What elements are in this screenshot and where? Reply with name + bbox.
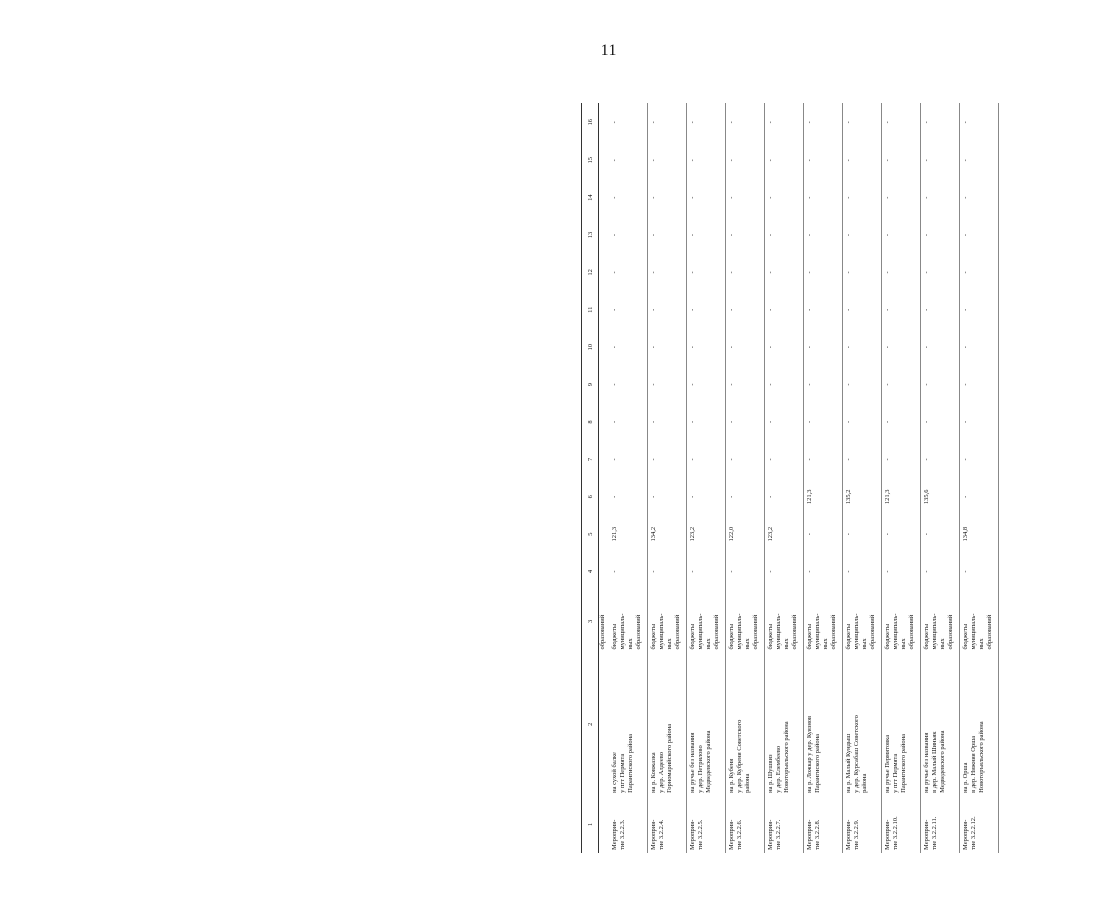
- cell-description: на р. Малый Кундыш у дер. Курсабаш Советского района: [843, 653, 882, 796]
- table-row: [921, 103, 960, 853]
- cell-value: -: [648, 403, 687, 440]
- cell-value: 122,0: [726, 515, 765, 552]
- cell-value: -: [882, 216, 921, 253]
- cell-value: -: [648, 328, 687, 365]
- cell-value: -: [804, 179, 843, 216]
- cell-value: -: [609, 103, 648, 142]
- cell-value: -: [804, 403, 843, 440]
- cell-value: -: [726, 403, 765, 440]
- cell-value: -: [609, 179, 648, 216]
- cell-value: -: [687, 441, 726, 478]
- rotated-table-container: [581, 103, 1109, 853]
- cell-value: -: [765, 441, 804, 478]
- table-row: [843, 103, 882, 853]
- cell-value: -: [804, 515, 843, 552]
- cell-value: -: [726, 291, 765, 328]
- cell-value: -: [609, 291, 648, 328]
- cell-source: бюджеты муниципаль- ных образований: [804, 590, 843, 652]
- cell-value: -: [687, 216, 726, 253]
- column-header: 6: [582, 478, 599, 515]
- cell-value: -: [921, 291, 960, 328]
- cell-description: на ручье Пермятовка у пгт Пермята Парангиского района: [882, 653, 921, 796]
- cell-value: 123,2: [765, 515, 804, 552]
- column-header: 5: [582, 515, 599, 552]
- cell-measure-id: Мероприя- тие 3.2.2.5.: [687, 796, 726, 853]
- cell-value: -: [765, 103, 804, 142]
- cell-value: -: [804, 254, 843, 291]
- cell-value: -: [687, 478, 726, 515]
- column-header: 4: [582, 553, 599, 590]
- cell-value: -: [960, 179, 999, 216]
- cell-value: -: [960, 216, 999, 253]
- cell-value: -: [687, 291, 726, 328]
- cell-value: -: [609, 403, 648, 440]
- cell-value: -: [726, 478, 765, 515]
- cell-value: -: [882, 328, 921, 365]
- cell-value: -: [765, 216, 804, 253]
- cell-value: -: [960, 366, 999, 403]
- cell-value: -: [687, 553, 726, 590]
- cell-description: на сухой балке у пгт Пермята Парангиского района: [609, 653, 648, 796]
- cell-value: -: [843, 515, 882, 552]
- cell-description: на ручье без названия в дер. Малый Шиньяк Медведевского района: [921, 653, 960, 796]
- cell-value: -: [648, 478, 687, 515]
- cell-value: -: [687, 103, 726, 142]
- cell-value: -: [648, 103, 687, 142]
- header-row: [582, 103, 599, 853]
- cell-value: -: [765, 179, 804, 216]
- cell-value: -: [843, 403, 882, 440]
- cell-value: -: [804, 103, 843, 142]
- cell-description: на ручье без названия у дер. Петрилово Медведевского района: [687, 653, 726, 796]
- cell-value: -: [843, 179, 882, 216]
- cell-value: -: [882, 403, 921, 440]
- table-row: [804, 103, 843, 853]
- column-header: 2: [582, 653, 599, 796]
- cell-value: -: [804, 142, 843, 179]
- cell-value: -: [921, 553, 960, 590]
- cell-value: -: [843, 291, 882, 328]
- cell-source: образований: [599, 614, 606, 650]
- table-row: [687, 103, 726, 853]
- cell-value: 135,2: [843, 478, 882, 515]
- cell-value: -: [882, 142, 921, 179]
- cell-value: -: [765, 291, 804, 328]
- cell-value: -: [687, 366, 726, 403]
- cell-value: -: [960, 553, 999, 590]
- cell-value: -: [648, 291, 687, 328]
- cell-value: -: [726, 142, 765, 179]
- column-header: 13: [582, 216, 599, 253]
- cell-measure-id: Мероприя- тие 3.2.2.6.: [726, 796, 765, 853]
- cell-value: -: [648, 441, 687, 478]
- cell-value: -: [921, 103, 960, 142]
- cell-value: -: [765, 328, 804, 365]
- cell-value: -: [882, 103, 921, 142]
- cell-value: -: [882, 553, 921, 590]
- cell-value: -: [882, 366, 921, 403]
- cell-description: на р. Кубеня у дер. Кубреня Советского района: [726, 653, 765, 796]
- cell-value: -: [921, 441, 960, 478]
- cell-value: -: [921, 142, 960, 179]
- cell-value: -: [960, 478, 999, 515]
- cell-value: -: [726, 103, 765, 142]
- cell-value: 121,3: [882, 478, 921, 515]
- cell-value: -: [765, 366, 804, 403]
- cell-value: -: [960, 142, 999, 179]
- cell-value: -: [921, 366, 960, 403]
- cell-value: -: [609, 478, 648, 515]
- cell-value: -: [648, 553, 687, 590]
- column-header: 3: [582, 590, 599, 652]
- cell-value: -: [921, 515, 960, 552]
- cell-value: -: [765, 478, 804, 515]
- cell-value: -: [843, 142, 882, 179]
- cell-value: -: [648, 179, 687, 216]
- cell-value: -: [921, 254, 960, 291]
- cell-value: -: [609, 216, 648, 253]
- cell-value: -: [960, 254, 999, 291]
- cell-measure-id: Мероприя- тие 3.2.2.12.: [960, 796, 999, 853]
- cell-value: -: [609, 553, 648, 590]
- cell-value: -: [921, 403, 960, 440]
- cell-value: -: [609, 366, 648, 403]
- cell-measure-id: Мероприя- тие 3.2.2.3.: [609, 796, 648, 853]
- cell-measure-id: Мероприя- тие 3.2.2.10.: [882, 796, 921, 853]
- cell: [599, 796, 610, 853]
- column-header: 8: [582, 403, 599, 440]
- cell-value: -: [921, 179, 960, 216]
- cell-value: -: [960, 291, 999, 328]
- page-number: 11: [600, 42, 617, 59]
- table-row: [648, 103, 687, 853]
- cell-value: -: [765, 403, 804, 440]
- column-header: 15: [582, 142, 599, 179]
- cell-value: -: [960, 441, 999, 478]
- cell-value: -: [726, 441, 765, 478]
- cell-value: -: [882, 291, 921, 328]
- column-header: 11: [582, 291, 599, 328]
- cell-value: 134,8: [960, 515, 999, 552]
- cell-value: -: [882, 515, 921, 552]
- cell-value: -: [804, 553, 843, 590]
- cell-measure-id: Мероприя- тие 3.2.2.8.: [804, 796, 843, 853]
- cell-value: -: [843, 553, 882, 590]
- cell-value: 123,2: [687, 515, 726, 552]
- cell-value: -: [843, 254, 882, 291]
- cell-value: -: [726, 366, 765, 403]
- cell-value: -: [765, 254, 804, 291]
- cell-description: на р. Орша в дер. Нижняя Орша Новоторъяльского района: [960, 653, 999, 796]
- cell-value: -: [609, 328, 648, 365]
- cell-value: -: [648, 254, 687, 291]
- cell-value: -: [687, 328, 726, 365]
- cell-value: -: [804, 328, 843, 365]
- cell-source: бюджеты муниципаль- ных образований: [609, 590, 648, 652]
- cell-measure-id: Мероприя- тие 3.2.2.7.: [765, 796, 804, 853]
- cell-value: -: [843, 366, 882, 403]
- cell-value: 135,6: [921, 478, 960, 515]
- cell-measure-id: Мероприя- тие 3.2.2.9.: [843, 796, 882, 853]
- cell-value: -: [843, 103, 882, 142]
- cell-value: 121,3: [609, 515, 648, 552]
- cell-source: бюджеты муниципаль- ных образований: [843, 590, 882, 652]
- cell-value: -: [648, 366, 687, 403]
- table-row: [609, 103, 648, 853]
- cell-source: бюджеты муниципаль- ных образований: [921, 590, 960, 652]
- column-header: 7: [582, 441, 599, 478]
- cell-value: -: [882, 254, 921, 291]
- cell-value: 121,3: [804, 478, 843, 515]
- table-row: [882, 103, 921, 853]
- cell-value: -: [687, 179, 726, 216]
- column-header: 12: [582, 254, 599, 291]
- table-row: [765, 103, 804, 853]
- cell-value: -: [843, 441, 882, 478]
- column-header: 9: [582, 366, 599, 403]
- cell-value: -: [726, 553, 765, 590]
- cell-description: на р. Шушвиз у дер. Елембеево Новоторъяльского района: [765, 653, 804, 796]
- cell-value: -: [648, 142, 687, 179]
- column-header: 16: [582, 103, 599, 142]
- cell-value: -: [765, 553, 804, 590]
- column-header: 10: [582, 328, 599, 365]
- cell-source: бюджеты муниципаль- ных образований: [765, 590, 804, 652]
- cell-value: -: [921, 328, 960, 365]
- cell-value: -: [960, 403, 999, 440]
- cell-source: бюджеты муниципаль- ных образований: [687, 590, 726, 652]
- table-row: [726, 103, 765, 853]
- cell-value: -: [882, 441, 921, 478]
- cell-source: бюджеты муниципаль- ных образований: [648, 590, 687, 652]
- cell-measure-id: Мероприя- тие 3.2.2.11.: [921, 796, 960, 853]
- column-header: 1: [582, 796, 599, 853]
- cell-value: -: [960, 103, 999, 142]
- cell: [599, 653, 610, 796]
- cell-measure-id: Мероприя- тие 3.2.2.4.: [648, 796, 687, 853]
- cell-value: -: [726, 254, 765, 291]
- cell-value: -: [960, 328, 999, 365]
- table-row: [960, 103, 999, 853]
- cell-value: -: [843, 216, 882, 253]
- cell-value: -: [687, 403, 726, 440]
- cell-value: -: [609, 254, 648, 291]
- cell-value: -: [921, 216, 960, 253]
- cell-value: -: [726, 328, 765, 365]
- cell-value: 134,2: [648, 515, 687, 552]
- measures-table: [581, 103, 999, 853]
- cell-description: на р. Ковжазка у дер. Алдеево Горномарийского района: [648, 653, 687, 796]
- cell-value: -: [804, 366, 843, 403]
- continuation-row: [599, 103, 610, 853]
- cell-value: -: [843, 328, 882, 365]
- cell-value: -: [882, 179, 921, 216]
- cell-value: -: [726, 216, 765, 253]
- cell-value: -: [765, 142, 804, 179]
- cell-value: -: [804, 441, 843, 478]
- cell-value: -: [609, 441, 648, 478]
- cell-description: на р. Ложкар у дер. Куязнов Парангиского района: [804, 653, 843, 796]
- cell-source: бюджеты муниципаль- ных образований: [882, 590, 921, 652]
- cell-value: -: [687, 142, 726, 179]
- cell-value: -: [609, 142, 648, 179]
- cell-value: -: [726, 179, 765, 216]
- cell-value: -: [804, 216, 843, 253]
- cell-value: -: [804, 291, 843, 328]
- cell-source: бюджеты муниципаль- ных образований: [960, 590, 999, 652]
- cell-source: бюджеты муниципаль- ных образований: [726, 590, 765, 652]
- cell-value: -: [687, 254, 726, 291]
- column-header: 14: [582, 179, 599, 216]
- cell-value: -: [648, 216, 687, 253]
